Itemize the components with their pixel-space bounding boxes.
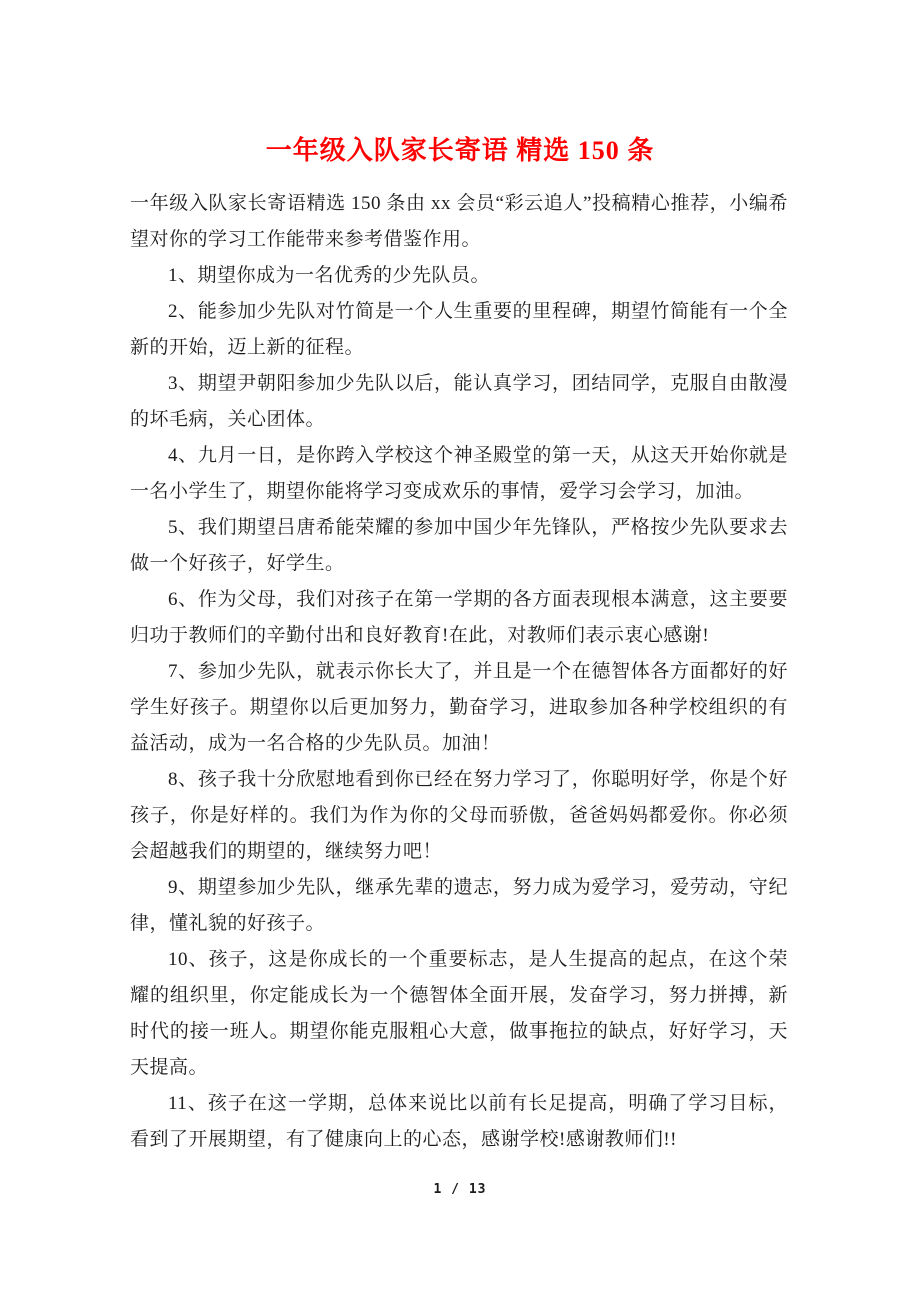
numbered-paragraph-3: 3、期望尹朝阳参加少先队以后，能认真学习，团结同学，克服自由散漫的坏毛病，关心团体。 [130, 373, 788, 430]
numbered-paragraph-5: 5、我们期望吕唐希能荣耀的参加中国少年先锋队，严格按少先队要求去做一个好孩子，好学生。 [130, 517, 788, 574]
numbered-paragraph-10: 10、孩子，这是你成长的一个重要标志，是人生提高的起点，在这个荣耀的组织里，你定能成长为一个德智体全面开展，发奋学习，努力拼搏，新时代的接一班人。期望你能克服粗心大意，做事拖拉的缺点，好好学习，天天提高。 [130, 949, 788, 1078]
document-body [130, 186, 788, 1158]
page-number: 1 / 13 [433, 1182, 487, 1197]
numbered-paragraph-6: 6、作为父母，我们对孩子在第一学期的各方面表现根本满意，这主要要归功于教师们的辛勤付出和良好教育!在此，对教师们表示衷心感谢! [130, 589, 788, 646]
numbered-paragraph-9: 9、期望参加少先队，继承先辈的遗志，努力成为爱学习，爱劳动，守纪律，懂礼貌的好孩子。 [130, 877, 788, 934]
document-title: 一年级入队家长寄语 精选 150 条 [265, 136, 655, 165]
intro-paragraph: 一年级入队家长寄语精选 150 条由 xx 会员“彩云追人”投稿精心推荐，小编希望对你的学习工作能带来参考借鉴作用。 [130, 193, 788, 250]
numbered-paragraph-2: 2、能参加少先队对竹简是一个人生重要的里程碑，期望竹简能有一个全新的开始，迈上新的征程。 [130, 301, 788, 358]
numbered-paragraph-4: 4、九月一日，是你跨入学校这个神圣殿堂的第一天，从这天开始你就是一名小学生了，期望你能将学习变成欢乐的事情，爱学习会学习，加油。 [130, 445, 788, 502]
numbered-paragraph-11: 11、孩子在这一学期，总体来说比以前有长足提高，明确了学习目标，看到了开展期望，有了健康向上的心态，感谢学校!感谢教师们!! [130, 1093, 788, 1150]
numbered-paragraph-1: 1、期望你成为一名优秀的少先队员。 [168, 265, 491, 286]
numbered-paragraph-8: 8、孩子我十分欣慰地看到你已经在努力学习了，你聪明好学，你是个好孩子，你是好样的。我们为作为你的父母而骄傲，爸爸妈妈都爱你。你必须会超越我们的期望的，继续努力吧！ [130, 769, 788, 862]
numbered-paragraph-7: 7、参加少先队，就表示你长大了，并且是一个在德智体各方面都好的好学生好孩子。期望你以后更加努力，勤奋学习，进取参加各种学校组织的有益活动，成为一名合格的少先队员。加油！ [130, 661, 788, 754]
